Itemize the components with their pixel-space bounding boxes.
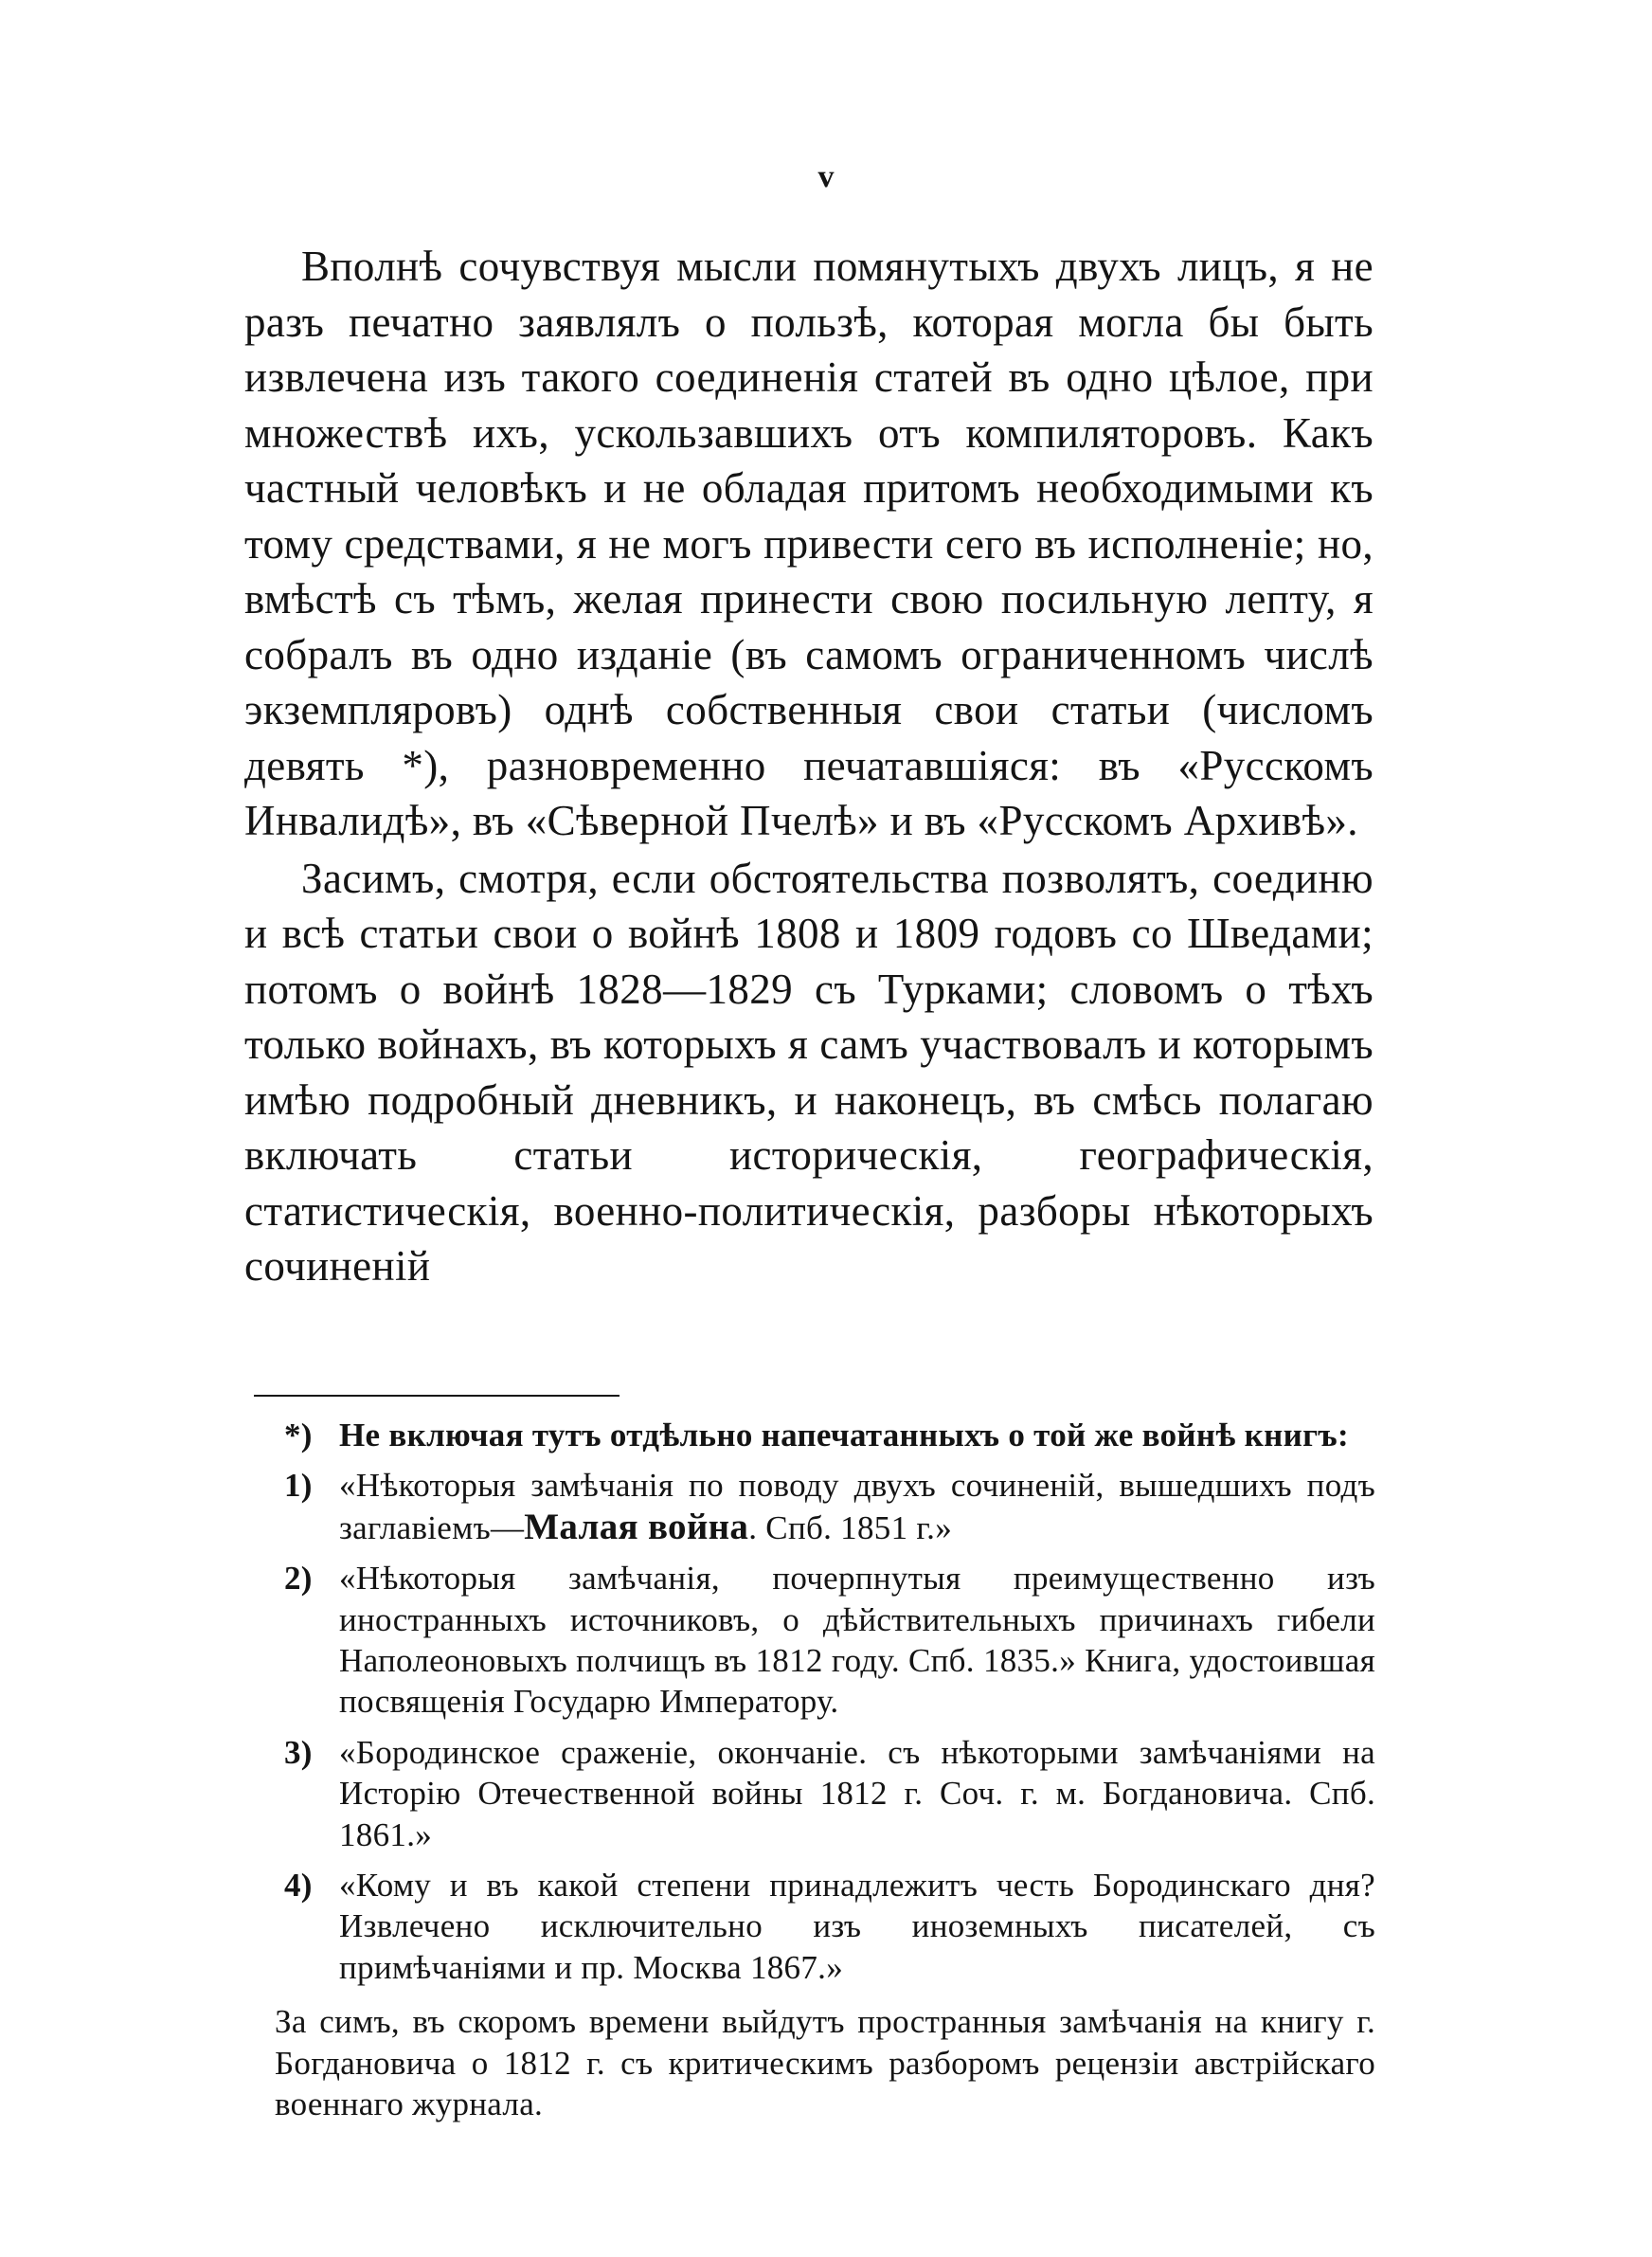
footnote-item bbox=[284, 1465, 1375, 1548]
footnote-item-text-end: . Спб. 1851 г.» bbox=[748, 1508, 952, 1546]
footnote-item-text: «Нѣкоторыя замѣчанія, почерпнутыя преимущественно изъ иностранныхъ источниковъ, о дѣйствительныхъ причинахъ гибели Наполеоновыхъ полчищъ въ 1812 году. Спб. 1835.» Книга, удостоившая посвященія Государю Императору. bbox=[339, 1560, 1375, 1721]
footnote-marker: *) bbox=[284, 1417, 313, 1454]
footnote-item-text-start: «Нѣкоторыя замѣчанія по поводу двухъ сочиненій, вышедшихъ подъ заглавіемъ— bbox=[339, 1467, 1375, 1546]
footnotes bbox=[275, 1415, 1375, 2125]
main-text bbox=[244, 239, 1374, 1294]
paragraph-1: Вполнѣ сочувствуя мысли помянутыхъ двухъ лицъ, я не разъ печатно заявлялъ о пользѣ, которая могла бы быть извлечена изъ такого соединенія статей въ одно цѣлое, при множествѣ ихъ, ускользавшихъ отъ компиляторовъ. Какъ частный человѣкъ и не обладая притомъ необходимыми къ тому средствами, я не могъ привести сего въ исполненіе; но, вмѣстѣ съ тѣмъ, желая принести свою посильную лепту, я собралъ въ одно изданіе (въ самомъ ограниченномъ числѣ экземпляровъ) однѣ собственныя свои статьи (числомъ девять *), разновременно печатавшіяся: въ «Русскомъ Инвалидѣ», въ «Сѣверной Пчелѣ» и въ «Русскомъ Архивѣ». bbox=[244, 243, 1374, 844]
footnote-item-number: 1) bbox=[284, 1467, 313, 1505]
footnote-divider bbox=[254, 1395, 620, 1397]
page-number: v bbox=[817, 159, 835, 194]
footnote-intro: Не включая тутъ отдѣльно напечатанныхъ о той же войнѣ книгъ: bbox=[339, 1417, 1349, 1454]
footnote-closing: За симъ, въ скоромъ времени выйдутъ пространныя замѣчанія на книгу г. Богдановича о 1812 г. съ критическимъ разборомъ рецензіи австрійскаго военнаго журнала. bbox=[275, 2003, 1375, 2123]
footnote-item bbox=[284, 1732, 1375, 1855]
footnote-item-number: 2) bbox=[284, 1560, 313, 1598]
footnote-item-text: «Бородинское сраженіе, окончаніе. съ нѣкоторыми замѣчаніями на Исторію Отечественной войны 1812 г. Соч. г. м. Богдановича. Спб. 1861.» bbox=[339, 1733, 1375, 1853]
book-title-bold: Малая война bbox=[524, 1506, 749, 1547]
footnote-intro-row bbox=[284, 1415, 1375, 1455]
footnote-item-number: 4) bbox=[284, 1867, 313, 1905]
footnote-item-number: 3) bbox=[284, 1733, 313, 1771]
footnote-item bbox=[284, 1865, 1375, 1988]
footnote-item-text bbox=[339, 1465, 1375, 1548]
footnote-item bbox=[284, 1558, 1375, 1723]
footnote-item-text: «Кому и въ какой степени принадлежитъ честь Бородинскаго дня? Извлечено исключительно изъ иноземныхъ писателей, съ примѣчаніями и пр. Москва 1867.» bbox=[339, 1867, 1375, 1986]
paragraph-2: Засимъ, смотря, если обстоятельства позволятъ, соединю и всѣ статьи свои о войнѣ 1808 и 1809 годовъ со Шведами; потомъ о войнѣ 1828—1829 съ Турками; словомъ о тѣхъ только войнахъ, въ которыхъ я самъ участвовалъ и которымъ имѣю подробный дневникъ, и наконецъ, въ смѣсь полагаю включать статьи историческія, географическія, статистическія, военно-политическія, разборы нѣкоторыхъ сочиненій bbox=[244, 854, 1374, 1290]
